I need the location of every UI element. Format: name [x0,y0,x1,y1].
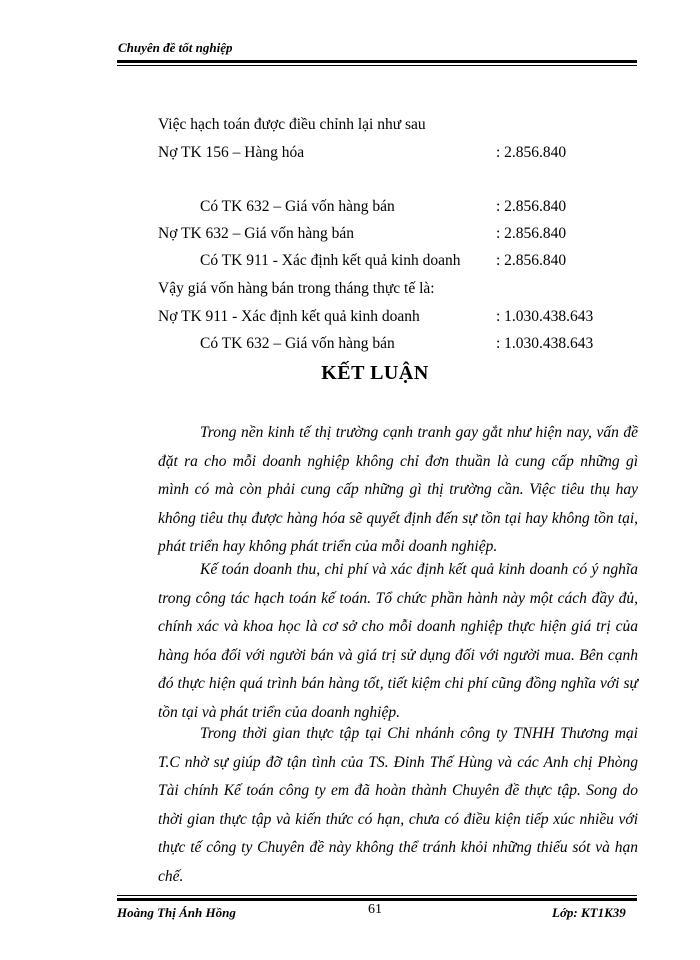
footer-class: Lớp: KT1K39 [552,905,626,920]
conclusion-paragraph-1 [158,419,638,562]
entry-row-value: : 2.856.840 [496,225,567,242]
conclusion-paragraph-3 [158,720,638,891]
footer-rule-thin [117,895,637,896]
header-title: Chuyên đề tốt nghiệp [118,40,233,55]
entry-row-label: Nợ TK 156 – Hàng hóa [158,144,305,161]
entry-row-label: Có TK 632 – Giá vốn hàng bán [200,198,395,215]
entry-row-label: Có TK 911 - Xác định kết quả kinh doanh [200,252,461,269]
entry-row-label: Nợ TK 632 – Giá vốn hàng bán [158,225,355,242]
entry-row-value: : 2.856.840 [496,144,567,161]
paragraph-text: Kế toán doanh thu, chi phí và xác định kết quả kinh doanh có ý nghĩa trong công tác hạch toán kế toán. Tổ chức phần hành này một cách đầy đủ, chính xác và khoa học là cơ sở cho mỗi doanh nghiệp thực hiện giá trị của hàng hóa đối với người bán và giá trị sử dụng đối với người mua. Bên cạnh đó thực hiện quá trình bán hàng tốt, tiết kiệm chi phí cũng đồng nghĩa với sự tồn tại và phát triển của doanh nghiệp. [158,561,638,721]
paragraph-text: Trong nền kinh tế thị trường cạnh tranh gay gắt như hiện nay, vấn đề đặt ra cho mỗi doanh nghiệp không chỉ đơn thuần là cung cấp những gì mình có mà còn phải cung cấp những gì thị trường cần. Việc tiêu thụ hay không tiêu thụ được hàng hóa sẽ quyết định đến sự tồn tại hay không tồn tại, phát triển hay không phát triển của mỗi doanh nghiệp. [158,424,638,555]
entries-intro: Việc hạch toán được điều chỉnh lại như sau [158,116,426,133]
paragraph-text: Trong thời gian thực tập tại Chi nhánh công ty TNHH Thương mại T.C nhờ sự giúp đỡ tận tình của TS. Đinh Thế Hùng và các Anh chị Phòng Tài chính Kế toán công ty em đã hoàn thành Chuyên đề thực tập. Song do thời gian thực tập và kiến thức có hạn, chưa có điều kiện tiếp xúc nhiều với thực tế công ty Chuyên đề này không thể tránh khỏi những thiếu sót và hạn chế. [158,725,638,885]
entries-summary: Vậy giá vốn hàng bán trong tháng thực tế là: [158,280,435,297]
entry-row-value: : 2.856.840 [496,252,567,269]
final-row-value: : 1.030.438.643 [496,335,594,352]
conclusion-paragraph-2 [158,556,638,727]
section-heading-conclusion: KẾT LUẬN [321,362,429,384]
page-number: 61 [368,902,382,917]
header-rule-thick [117,60,637,63]
final-row-label: Nợ TK 911 - Xác định kết quả kinh doanh [158,308,420,325]
footer-rule-thick [117,898,637,901]
final-row-label: Có TK 632 – Giá vốn hàng bán [200,335,395,352]
footer-author: Hoàng Thị Ánh Hồng [117,905,236,920]
final-row-value: : 1.030.438.643 [496,308,594,325]
header-rule-thin [117,65,637,66]
entry-row-value: : 2.856.840 [496,198,567,215]
